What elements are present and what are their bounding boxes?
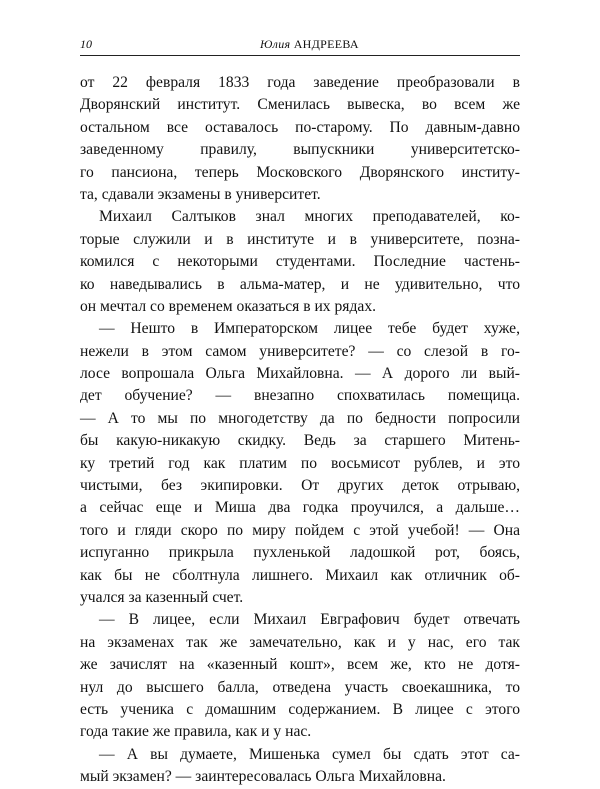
- text-line: ко наведывались в альма-матер, и не удивительно, что: [80, 275, 520, 293]
- author-first-name: Юлия: [260, 37, 291, 51]
- text-line: Михаил Салтыков знал многих преподавателей, ко-: [99, 208, 520, 226]
- text-line: торые служили и в институте и в университете, позна-: [80, 230, 520, 248]
- text-line: дет обучение? — внезапно спохватилась помещица.: [80, 387, 520, 405]
- text-line: испуганно прикрыла пухленькой ладошкой рот, боясь,: [80, 544, 520, 562]
- text-line: мый экзамен? — заинтересовалась Ольга Михайловна.: [80, 768, 446, 786]
- text-line: от 22 февраля 1833 года заведение преобразовали в: [80, 74, 520, 91]
- text-line: нежели в этом самом университете? — со слезой в го-: [80, 342, 520, 360]
- text-line: — А вы думаете, Мишенька сумел бы сдать этот са-: [99, 745, 520, 763]
- running-head-author: [260, 37, 359, 52]
- author-last-name: АНДРЕЕВА: [293, 37, 359, 51]
- text-line: нул до высшего балла, отведена участь своекашника, то: [80, 678, 520, 696]
- text-line: он мечтал со временем оказаться в их рядах.: [80, 297, 377, 315]
- text-line: — Нешто в Императорском лицее тебе будет хуже,: [99, 320, 520, 338]
- text-line: — В лицее, если Михаил Евграфович будет отвечать: [99, 611, 520, 629]
- text-line: на экзаменах так же замечательно, как и у нас, его так: [80, 633, 520, 651]
- text-line: учался за казенный счет.: [80, 588, 244, 606]
- text-line: — А то мы по многодетству да по бедности попросили: [80, 409, 520, 427]
- text-line: а сейчас еще и Миша два годка проучился, а дальше…: [80, 499, 520, 517]
- text-line: заведенному правилу, выпускники университетско-: [80, 141, 520, 159]
- text-line: как бы не сболтнула лишнего. Михаил как отличник об-: [80, 566, 520, 584]
- text-line: есть ученика с домашним содержанием. В лицее с этого: [80, 700, 520, 718]
- text-line: комился с некоторыми студентами. Последние частень-: [80, 253, 520, 271]
- text-line: ку третий год как платим по восьмисот рублев, и это: [80, 454, 520, 472]
- text-line: чистыми, без экипировки. От других деток отрываю,: [80, 477, 520, 495]
- text-line: та, сдавали экзамены в университет.: [80, 185, 321, 203]
- text-line: остальном все оставалось по-старому. По давным-давно: [80, 118, 520, 136]
- text-line: лосе вопрошала Ольга Михайловна. — А дорого ли вый-: [80, 365, 520, 383]
- text-line: же зачислят на «казенный кошт», всем же, кто не дотя-: [80, 656, 520, 674]
- body-text: [80, 72, 520, 789]
- text-line: года такие же правила, как и у нас.: [80, 723, 312, 741]
- page-number: 10: [80, 37, 92, 51]
- text-line: го пансиона, теперь Московского Дворянского институ-: [80, 163, 520, 181]
- text-line: Дворянский институт. Сменилась вывеска, во всем же: [80, 96, 520, 114]
- text-line: того и гляди скоро по миру пойдем с этой учебой! — Она: [80, 521, 520, 539]
- text-line: бы какую-никакую скидку. Ведь за старшего Митень-: [80, 432, 520, 450]
- running-header: [80, 37, 520, 56]
